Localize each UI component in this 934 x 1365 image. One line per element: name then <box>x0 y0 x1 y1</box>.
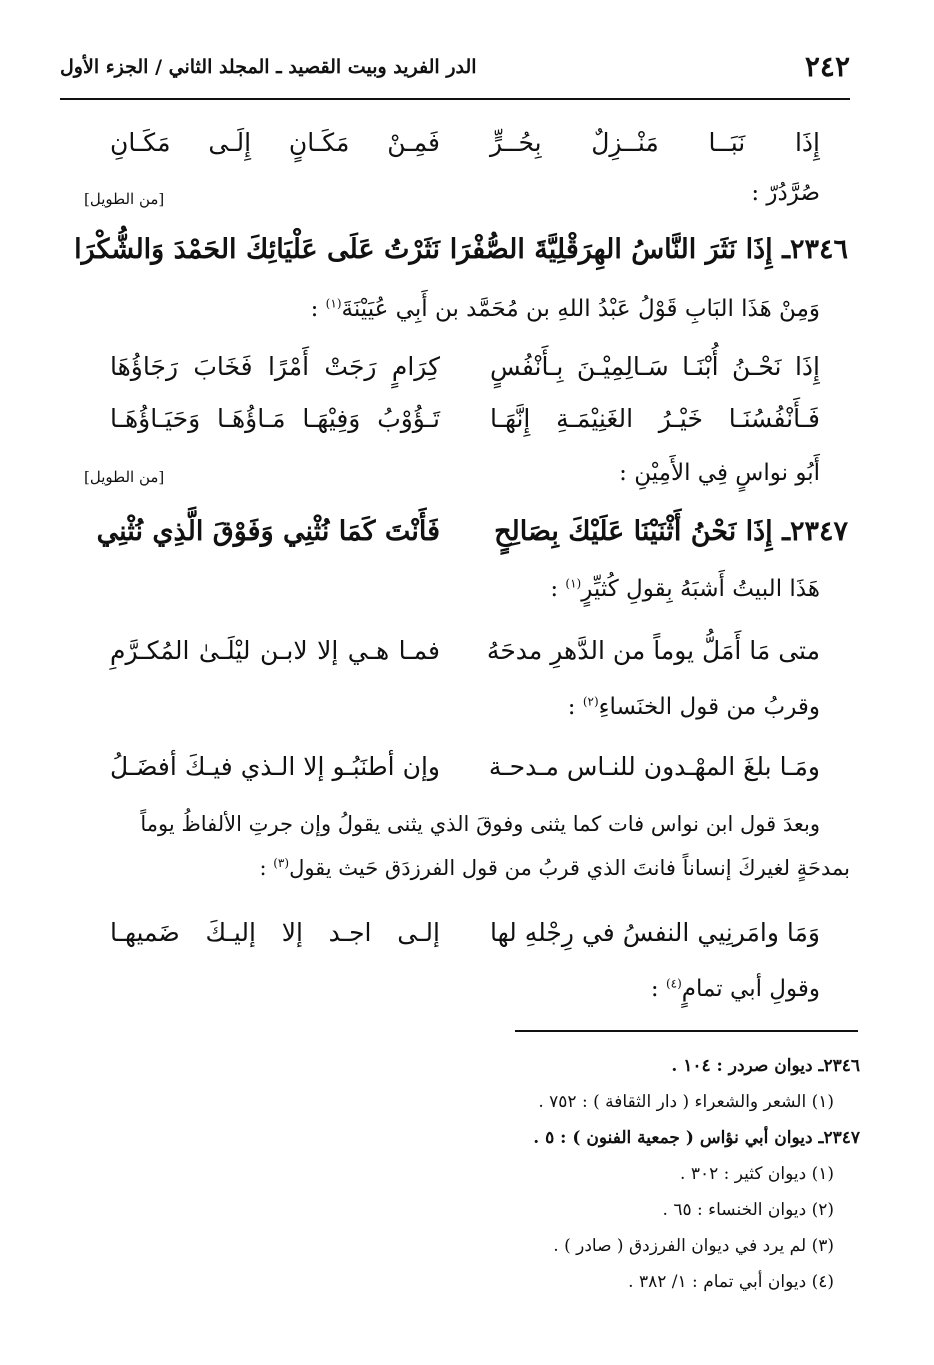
intro-text: وَمِنْ هَذَا البَابِ قَوْلُ عَبْدُ اللهِ بن مُحَمَّد بن أَبِي عُيَيْنَةَ <box>341 296 820 322</box>
poem-verse <box>110 636 820 680</box>
verse-first-hemistich: متى مَا أَمَلُّ يوماً من الدَّهرِ مدحَهُ <box>486 636 820 665</box>
numbered-verse <box>96 516 848 560</box>
prose-line: وبعدَ قول ابن نواس فات كما يثنى وفوقَ الذي يثنى يقولُ وإن جرتِ الألفاظُ يوماً <box>140 812 820 836</box>
verse-second-hemistich: وإن أطنَبُـو إلا الـذي فيـكَ أفضَـلُ <box>110 752 440 781</box>
intro-text: هَذَا البيتُ أَشبَهُ بِقولِ كُثيِّرٍ <box>581 576 820 602</box>
verse-first-hemistich: فَـأَنْفُسُنَـا خَيْـرُ الغَنِيْمَـةِ إِنَّهَـا <box>490 404 820 433</box>
poem-verse <box>110 404 820 448</box>
numbered-verse <box>74 234 848 278</box>
meter-label: [من الطويل] <box>84 468 165 486</box>
poem-verse <box>110 752 820 796</box>
verse-second-hemistich: نَثَرْتُ عَلَى عَلْيَائِكَ الحَمْدَ وَالشُّكْرَا <box>74 234 440 265</box>
footnote: (١) ديوان كثير : ٣٠٢ . <box>680 1164 834 1184</box>
verse-second-hemistich: فَمِـنْ مَكَـانٍ إِلَـى مَكَـانِ <box>110 128 440 157</box>
poet-attribution: أَبُو نواسٍ فِي الأَمِيْنِ : <box>619 460 820 486</box>
verse-second-hemistich: تَـؤُوْبُ وَفِيْهَـا مَـاؤُهَـا وَحَيَـاؤُهَـا <box>110 404 440 433</box>
footnote-marker: (٣) <box>273 856 290 870</box>
verse-second-hemistich: فَأَنْتَ كَمَا نُثْنِي وَفَوْقَ الَّذِي نُثْنِي <box>96 516 440 547</box>
verse-first-hemistich: ومَـا بلغَ المهْـدون للنـاس مـدحـة <box>488 752 820 781</box>
verse-first-hemistich: إِذَا نَبَــا مَنْــزِلٌ بِحُــرٍّ <box>490 128 820 157</box>
intro-line <box>651 976 820 1002</box>
poet-attribution: صُرَّدُرّ : <box>751 180 820 206</box>
intro-colon: : <box>310 296 326 322</box>
header-divider <box>60 98 850 100</box>
page-number: ٢٤٢ <box>804 50 850 83</box>
prose-line <box>80 856 850 880</box>
footnote-marker: (١) <box>565 576 582 591</box>
verse-second-hemistich: فمـا هـي إلا لابـن ليْلَـىٰ المُكـرَّمِ <box>110 636 440 665</box>
page-header <box>60 50 850 96</box>
prose-colon: : <box>259 856 274 880</box>
verse-first-hemistich: ٢٣٤٦ـ إِذَا نَثَرَ النَّاسُ الهِرَقْلِيَّةَ الصُّفْرَا <box>449 234 848 265</box>
verse-first-hemistich: ٢٣٤٧ـ إِذَا نَحْنُ أَثْنَيْنَا عَلَيْكَ بِصَالِحٍ <box>494 516 848 547</box>
footnote: (٣) لم يرد في ديوان الفرزدق ( صادر ) . <box>553 1236 834 1256</box>
verse-second-hemistich: إلـى اجـد إلا إليـكَ ضَميهـا <box>110 918 440 947</box>
poem-verse <box>110 352 820 396</box>
intro-colon: : <box>650 976 666 1002</box>
running-title: الدر الفريد وبيت القصيد ـ المجلد الثاني / الجزء الأول <box>60 56 477 78</box>
intro-line <box>568 694 820 720</box>
intro-colon: : <box>567 694 583 720</box>
footnote-section: ٢٣٤٦ـ ديوان صردر : ١٠٤ . <box>671 1056 860 1076</box>
intro-colon: : <box>550 576 566 602</box>
footnote-marker: (٢) <box>582 694 599 709</box>
intro-line <box>311 296 820 322</box>
intro-text: وقربُ من قول الخنَساءِ <box>598 694 820 720</box>
poem-verse <box>110 918 820 962</box>
footnote-section: ٢٣٤٧ـ ديوان أبي نؤاس ( جمعية الفنون ) : ٥ . <box>533 1128 860 1148</box>
footnote-marker: (١) <box>325 296 342 311</box>
meter-label: [من الطويل] <box>84 190 165 208</box>
footnote: (٤) ديوان أبي تمام : ١/ ٣٨٢ . <box>628 1272 834 1292</box>
footnote-marker: (٤) <box>665 976 682 991</box>
intro-line <box>550 576 820 602</box>
intro-text: وقولِ أبي تمامٍ <box>681 976 820 1002</box>
footnote-divider <box>515 1030 858 1032</box>
footnote: (٢) ديوان الخنساء : ٦٥ . <box>662 1200 834 1220</box>
prose-text: بمدحَةٍ لغيركَ إنساناً فانتَ الذي قربُ من قول الفرزدَق حَيث يقول <box>289 856 850 880</box>
verse-second-hemistich: كِرَامٍ رَجَتْ أَمْرًا فَخَابَ رَجَاؤُهَا <box>110 352 440 381</box>
poem-verse <box>110 128 820 172</box>
verse-first-hemistich: إِذَا نَحْـنُ أُبْنَـا سَـالِمِيْـنَ بِـأَنْفُسٍ <box>490 352 820 381</box>
footnote: (١) الشعر والشعراء ( دار الثقافة ) : ٧٥٢ . <box>538 1092 834 1112</box>
verse-first-hemistich: وَمَا وامَرنِيي النفسُ في رِجْلهِ لها <box>490 918 820 947</box>
